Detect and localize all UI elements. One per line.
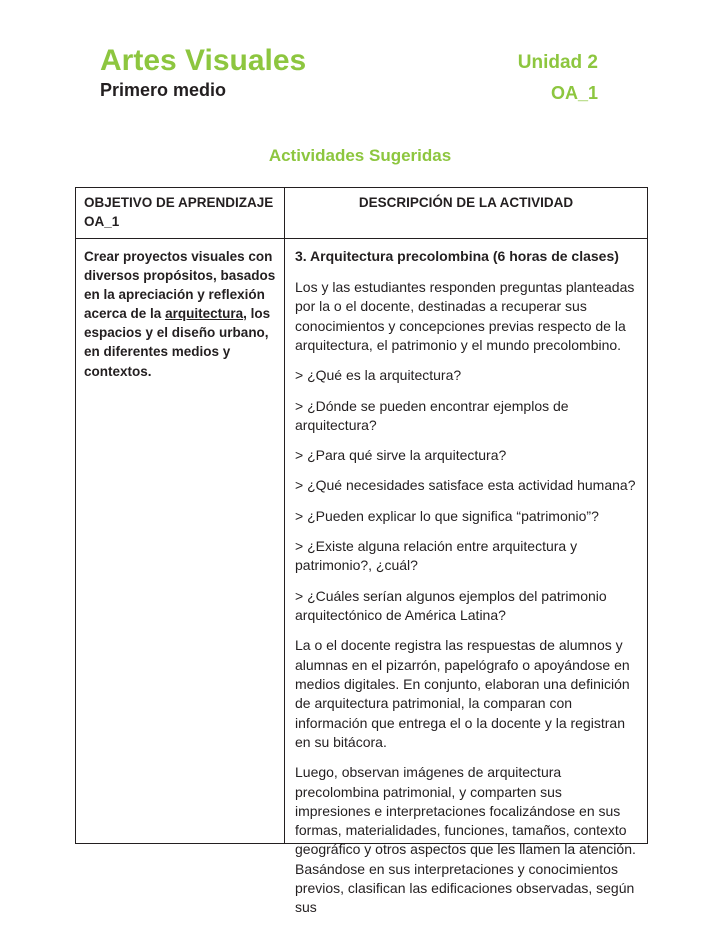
question-item: > ¿Qué necesidades satisface esta actividad humana? [295, 477, 636, 494]
document-header [0, 0, 720, 104]
oa-label: OA_1 [550, 82, 598, 103]
header-right [518, 44, 598, 104]
section-title: Actividades Sugeridas [268, 145, 452, 165]
description-column-header: DESCRIPCIÓN DE LA ACTIVIDAD [285, 187, 648, 238]
description-cell [285, 238, 648, 916]
paragraph: La o el docente registra las respuestas de alumnos y alumnas en el pizarrón, papelógrafo o apoyándose en medios digitales. En conjunto, elaboran una definición de arquitectura patrimonial, la comparan con información que entrega el o la docente y la registran en su bitácora. [295, 637, 630, 750]
objective-text-after: , los espacios y el diseño urbano, en diferentes medios y contextos. [84, 306, 271, 379]
unit-label: Unidad 2 [517, 52, 598, 73]
table-body-row [76, 238, 648, 843]
question-item: > ¿Dónde se pueden encontrar ejemplos de arquitectura? [295, 397, 569, 433]
objective-text-underlined: arquitectura [165, 306, 244, 322]
doc-subtitle: Primero medio [100, 80, 227, 100]
question-item: > ¿Cuáles serían algunos ejemplos del patrimonio arquitectónico de América Latina? [295, 587, 607, 624]
objective-text-before: Crear proyectos visuales con diversos propósitos, basados en la apreciación y reflexión acerca de la [84, 248, 276, 322]
description-content [295, 247, 637, 916]
objective-column-header: OBJETIVO DE APRENDIZAJE OA_1 [76, 187, 285, 238]
table-header-row [76, 187, 648, 238]
header-left [100, 44, 306, 104]
doc-title: Artes Visuales [100, 44, 307, 77]
question-item: > ¿Para qué sirve la arquitectura? [295, 447, 507, 464]
objective-cell [76, 238, 285, 843]
activity-table [75, 187, 648, 916]
question-item: > ¿Pueden explicar lo que significa “patrimonio”? [295, 507, 599, 524]
question-item: > ¿Qué es la arquitectura? [295, 367, 462, 384]
question-item: > ¿Existe alguna relación entre arquitectura y patrimonio?, ¿cuál? [295, 538, 578, 574]
paragraph: Los y las estudiantes responden preguntas planteadas por la o el docente, destinadas a recuperar sus conocimientos y concepciones previas respecto de la arquitectura, el patrimonio y el mundo precolombino. [295, 278, 635, 353]
paragraph: Luego, observan imágenes de arquitectura precolombina patrimonial, y comparten sus impresiones e interpretaciones focalizándose en sus formas, materialidades, funciones, tamaños, contexto geográfico y otros aspectos que les llamen la atención. Basándose en sus interpretaciones y conocimientos previos, clasifican las edificaciones observadas, según sus [295, 764, 636, 916]
activity-title: 3. Arquitectura precolombina (6 horas de clases) [295, 247, 619, 264]
